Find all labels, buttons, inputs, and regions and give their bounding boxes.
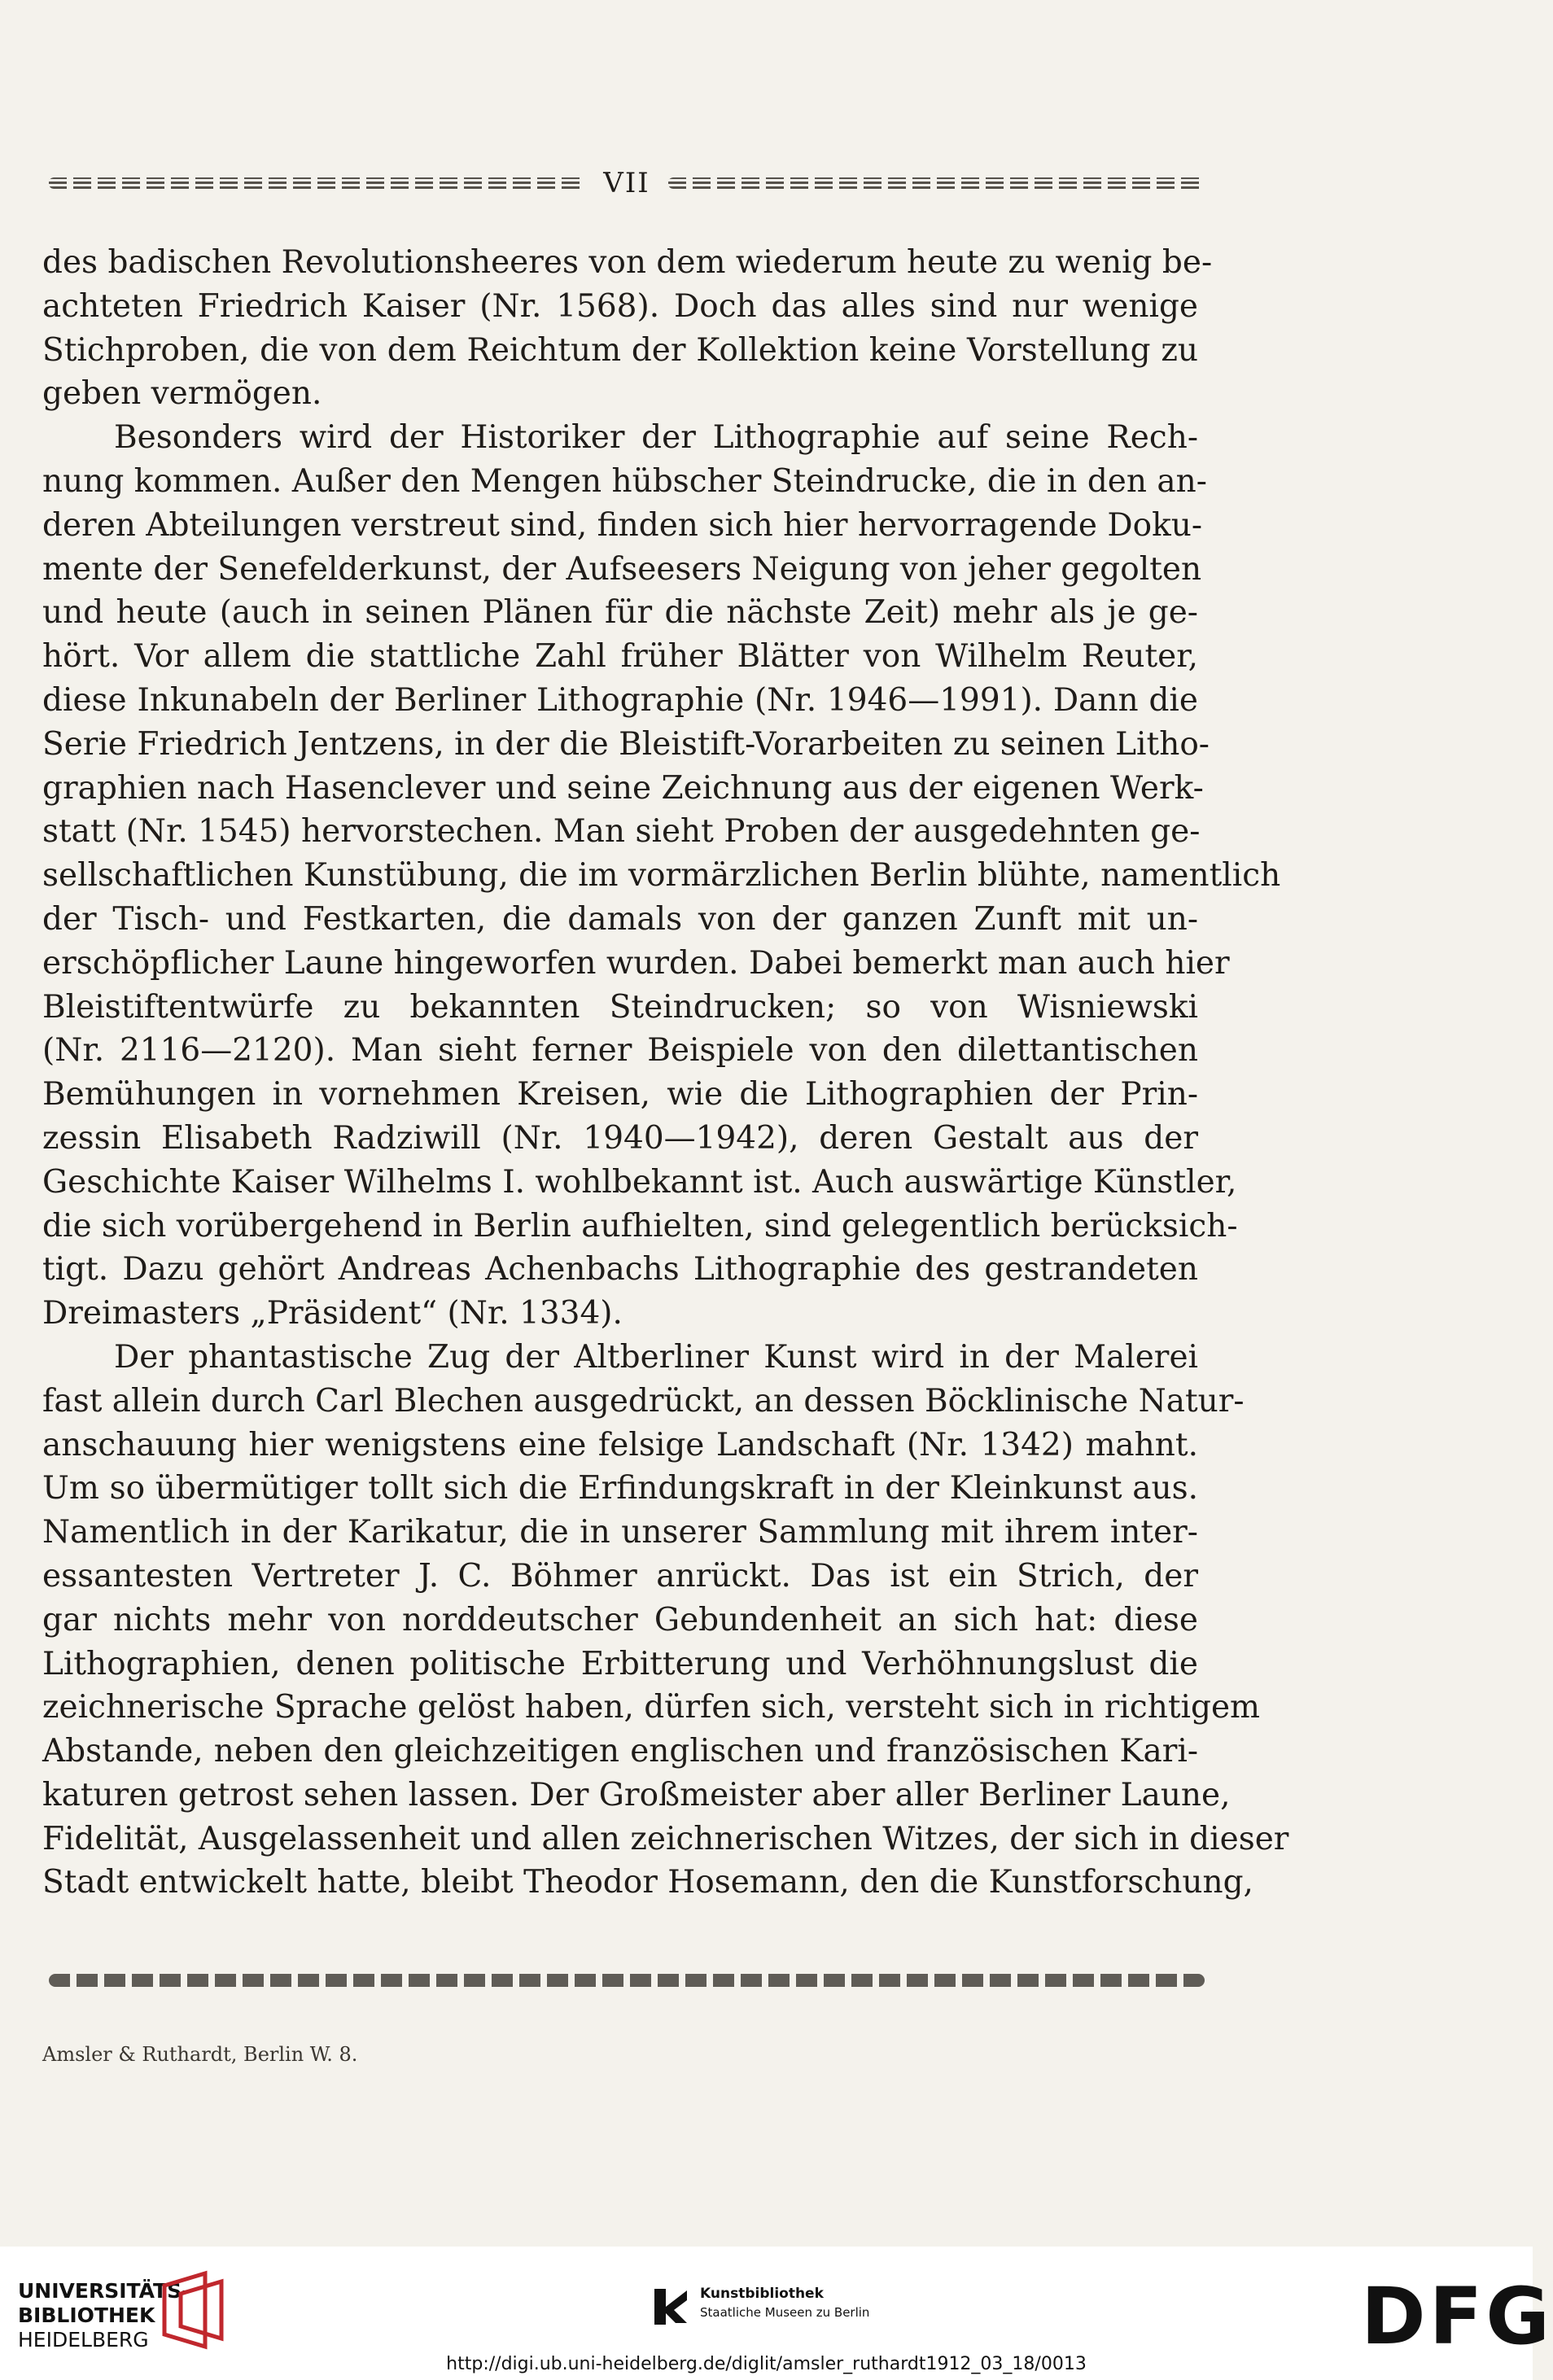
- text-line: Der phantastische Zug der Altberliner Kunst wird in der Malerei: [114, 1338, 1198, 1376]
- text-line: zeichnerische Sprache gelöst haben, dürfen sich, versteht sich in richtigem: [42, 1689, 1261, 1726]
- text-line: statt (Nr. 1545) hervorstechen. Man sieht Proben der ausgedehnten ge-: [42, 813, 1201, 851]
- text-line: Besonders wird der Historiker der Lithographie auf seine Rech-: [114, 419, 1198, 457]
- logo-text-line: UNIVERSITÄTS-: [18, 2279, 190, 2303]
- text-line: sellschaftlichen Kunstübung, die im vormärzlichen Berlin blühte, namentlich: [42, 857, 1281, 895]
- logo-text-line: HEIDELBERG: [18, 2328, 149, 2352]
- text-line: tigt. Dazu gehört Andreas Achenbachs Lithographie des gestrandeten: [42, 1251, 1198, 1288]
- text-line: anschauung hier wenigstens eine felsige Landschaft (Nr. 1342) mahnt.: [42, 1426, 1198, 1463]
- text-line: Abstande, neben den gleichzeitigen englischen und französischen Kari-: [42, 1733, 1198, 1770]
- text-line: gar nichts mehr von norddeutscher Gebundenheit an sich hat: diese: [42, 1601, 1198, 1638]
- university-seal-icon: [156, 2269, 230, 2351]
- text-line: Fidelität, Ausgelassenheit und allen zeichnerischen Witzes, der sich in dieser: [42, 1820, 1289, 1857]
- text-line: Lithographien, denen politische Erbitterung und Verhöhnungslust die: [42, 1645, 1198, 1682]
- text-line: hört. Vor allem die stattliche Zahl früher Blätter von Wilhelm Reuter,: [42, 638, 1198, 676]
- text-line: Um so übermütiger tollt sich die Erfindungskraft in der Kleinkunst aus.: [42, 1470, 1198, 1507]
- footer-ornament: [49, 1974, 1205, 1987]
- header-ornament-right: [668, 177, 1205, 189]
- text-line: Bleistiftentwürfe zu bekannten Steindrucken; so von Wisniewski: [42, 988, 1198, 1026]
- text-line: Geschichte Kaiser Wilhelms I. wohlbekannt ist. Auch auswärtige Künstler,: [42, 1163, 1237, 1201]
- text-line: Stichproben, die von dem Reichtum der Kollektion keine Vorstellung zu: [42, 331, 1198, 369]
- text-line: Dreimasters „Präsident“ (Nr. 1334).: [42, 1295, 623, 1332]
- text-line: essantesten Vertreter J. C. Böhmer anrückt. Das ist ein Strich, der: [42, 1557, 1198, 1595]
- text-line: Stadt entwickelt hatte, bleibt Theodor Hosemann, den die Kunstforschung,: [42, 1864, 1253, 1901]
- text-line: die sich vorübergehend in Berlin aufhielten, sind gelegentlich berücksich-: [42, 1207, 1238, 1245]
- kunstbibliothek-icon: [651, 2286, 690, 2328]
- body-text: [42, 241, 1289, 1905]
- publisher-imprint: Amsler & Ruthardt, Berlin W. 8.: [42, 2043, 358, 2066]
- text-line: geben vermögen.: [42, 375, 322, 413]
- text-line: Serie Friedrich Jentzens, in der die Bleistift-Vorarbeiten zu seinen Litho-: [42, 725, 1210, 763]
- text-line: Bemühungen in vornehmen Kreisen, wie die Lithographien der Prin-: [42, 1076, 1198, 1113]
- text-line: und heute (auch in seinen Plänen für die nächste Zeit) mehr als je ge-: [42, 594, 1198, 632]
- text-line: achteten Friedrich Kaiser (Nr. 1568). Doch das alles sind nur wenige: [42, 287, 1198, 325]
- text-line: erschöpflicher Laune hingeworfen wurden. Dabei bemerkt man auch hier: [42, 944, 1230, 982]
- page-header: [49, 167, 1205, 199]
- header-ornament-left: [49, 177, 585, 189]
- page-number: VII: [603, 167, 650, 199]
- text-line: mente der Senefelderkunst, der Aufseesers Neigung von jeher gegolten: [42, 550, 1202, 588]
- text-line: nung kommen. Außer den Mengen hübscher Steindrucke, die in den an-: [42, 462, 1207, 500]
- text-line: deren Abteilungen verstreut sind, finden sich hier hervorragende Doku-: [42, 506, 1203, 544]
- text-line: zessin Elisabeth Radziwill (Nr. 1940—1942), deren Gestalt aus der: [42, 1119, 1198, 1157]
- kb-subtitle: Staatliche Museen zu Berlin: [700, 2305, 870, 2320]
- logo-text-line: BIBLIOTHEK: [18, 2303, 155, 2327]
- text-line: graphien nach Hasenclever und seine Zeichnung aus der eigenen Werk-: [42, 769, 1204, 807]
- source-url[interactable]: http://digi.ub.uni-heidelberg.de/diglit/amsler_ruthardt1912_03_18/0013: [446, 2354, 1087, 2374]
- text-line: (Nr. 2116—2120). Man sieht ferner Beispiele von den dilettantischen: [42, 1032, 1198, 1070]
- text-line: katuren getrost sehen lassen. Der Großmeister aber aller Berliner Laune,: [42, 1776, 1231, 1813]
- text-line: der Tisch- und Festkarten, die damals von der ganzen Zunft mit un-: [42, 900, 1198, 938]
- text-line: diese Inkunabeln der Berliner Lithographie (Nr. 1946—1991). Dann die: [42, 681, 1198, 719]
- dfg-logo[interactable]: DFG: [1361, 2271, 1553, 2362]
- kb-title: Kunstbibliothek: [700, 2286, 824, 2302]
- text-line: Namentlich in der Karikatur, die in unserer Sammlung mit ihrem inter-: [42, 1514, 1198, 1551]
- text-line: fast allein durch Carl Blechen ausgedrückt, an dessen Böcklinische Natur-: [42, 1382, 1245, 1420]
- text-line: des badischen Revolutionsheeres von dem wiederum heute zu wenig be-: [42, 244, 1213, 281]
